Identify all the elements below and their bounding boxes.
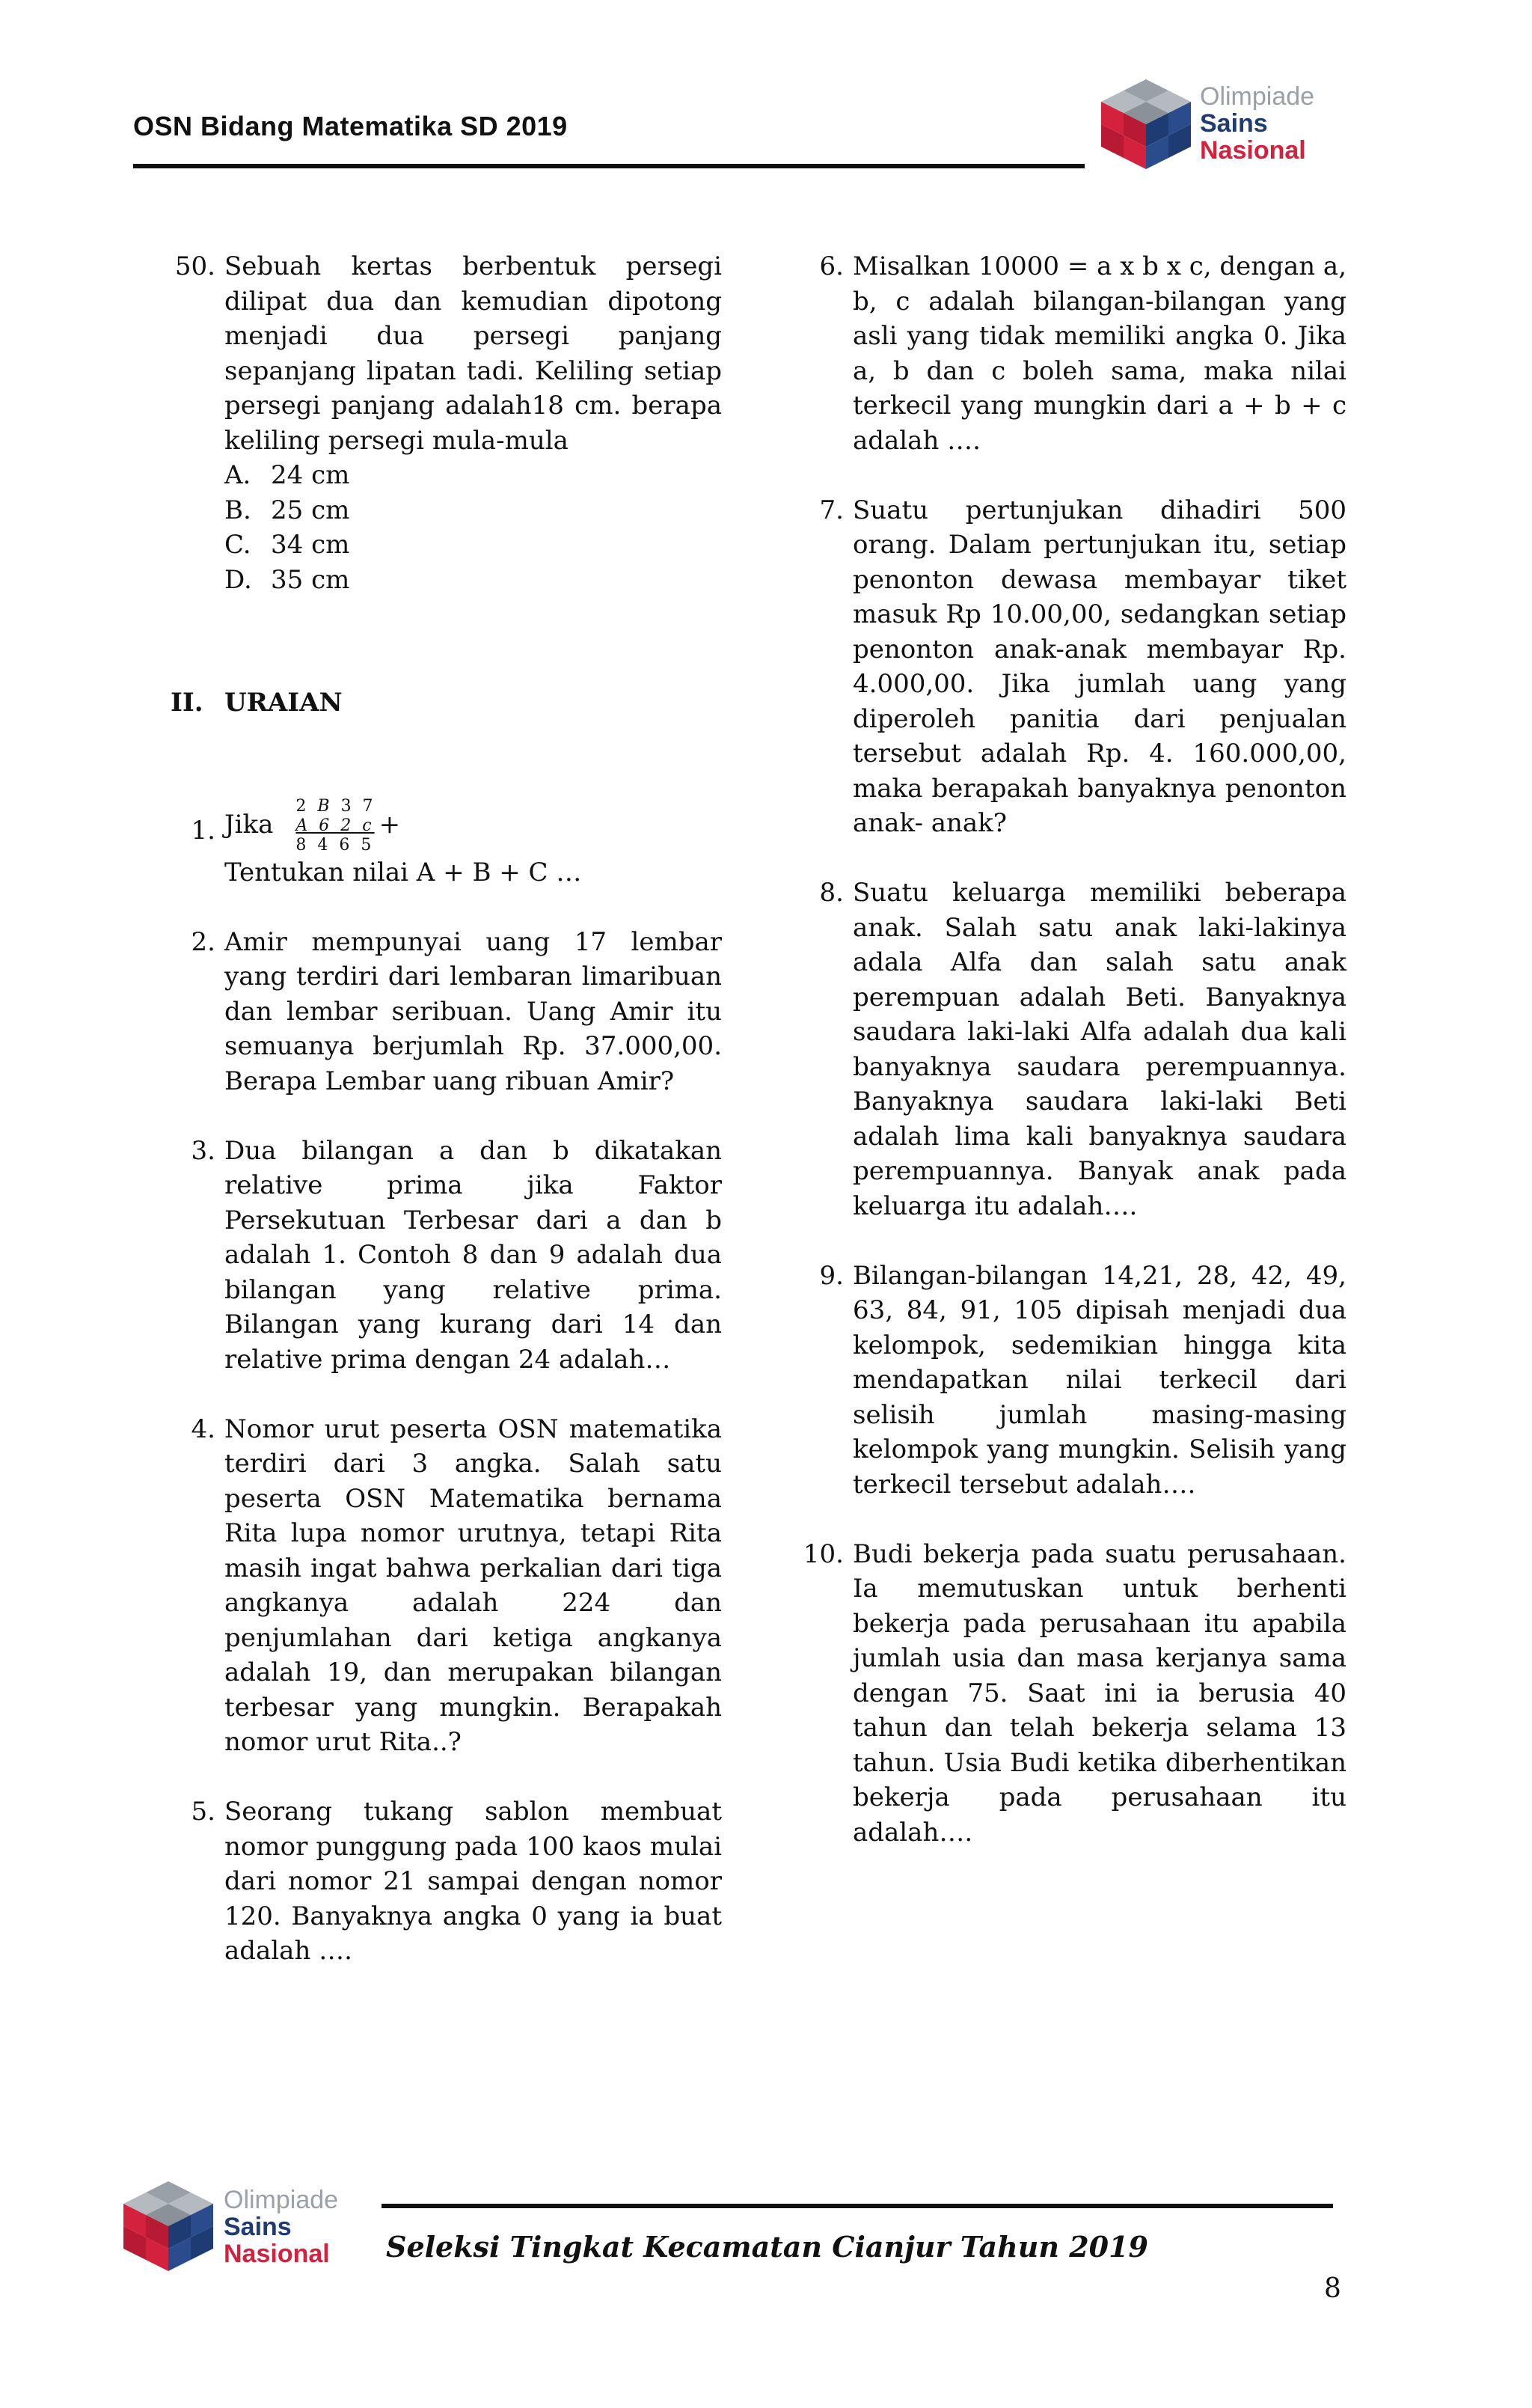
question-7 [819,493,1346,841]
header-rule [133,164,1085,168]
section-title [171,685,722,721]
question-line-1 [224,797,722,855]
question-2 [191,925,722,1099]
question-text: Suatu pertunjukan dihadiri 500 orang. Dalam pertunjukan itu, setiap penonton dewasa membayar tiket masuk Rp 10.00,00, sedangkan setiap penonton anak-anak membayar Rp. 4.000,00. Jika jumlah uang yang diperoleh panitia dari penjualan tersebut adalah Rp. 4. 160.000,00, maka berapakah banyaknya penonton anak- anak? [853,495,1346,838]
question-number: 6. [819,251,844,281]
right-column [803,249,1346,1850]
question-number: 5. [191,1797,215,1827]
cube-logo-icon [1094,72,1198,177]
question-text: Sebuah kertas berbentuk persegi dilipat dua dan kemudian dipotong menjadi dua persegi panjang sepanjang lipatan tadi. Keliling setiap persegi panjang adalah18 cm. berapa keliling persegi mula-mula [224,251,722,456]
question-number: 3. [191,1135,215,1166]
question-number: 4. [191,1414,215,1444]
logo-text-nasional: Nasional [1200,136,1306,165]
header-logo [1094,72,1340,184]
footer-text: Seleksi Tingkat Kecamatan Cianjur Tahun 2019 [386,2230,1148,2264]
question-text: Dua bilangan a dan b dikatakan relative prima jika Faktor Persekutuan Terbesar dari a dan b adalah 1. Contoh 8 dan 9 adalah dua bilangan yang relative prima. Bilangan yang kurang dari 14 dan relative prima dengan 24 adalah… [224,1135,722,1375]
question-number: 50. [174,251,215,281]
question-1 [191,796,722,890]
question-8 [819,876,1346,1223]
header-title: OSN Bidang Matematika SD 2019 [133,111,568,141]
question-number: 7. [819,495,844,525]
addition-puzzle: 2 B 3 7 A 6 2 c 8 4 6 5 [295,796,376,855]
plus-sign: + [379,809,401,840]
section-name: URAIAN [224,688,343,718]
footer-rule [382,2204,1333,2208]
page-number: 8 [1324,2273,1341,2304]
question-50 [174,249,722,597]
footer-logo [116,2174,363,2286]
left-column [171,249,722,1969]
question-number: 9. [819,1260,844,1291]
option-b: B. 25 cm [224,495,350,525]
jika-label: Jika [224,809,274,840]
question-text: Seorang tukang sablon membuat nomor punggung pada 100 kaos mulai dari nomor 21 sampai dengan nomor 120. Banyaknya angka 0 yang ia buat adalah …. [224,1797,722,1966]
logo-text-sains: Sains [1200,109,1268,138]
logo-text-sains: Sains [224,2213,292,2241]
question-number: 1. [191,815,215,846]
question-text: Suatu keluarga memiliki beberapa anak. Salah satu anak laki-lakinya adala Alfa dan salah satu anak perempuan adalah Beti. Banyaknya saudara laki-laki Alfa adalah dua kali banyaknya saudara perempuannya. Banyaknya saudara laki-laki Beti adalah lima kali banyaknya saudara perempuannya. Banyak anak pada keluarga itu adalah…. [853,878,1346,1221]
question-number: 2. [191,926,215,957]
cube-logo-icon [116,2174,221,2279]
question-text: Nomor urut peserta OSN matematika terdiri dari 3 angka. Salah satu peserta OSN Matematika bernama Rita lupa nomor urutnya, tetapi Rita masih ingat bahwa perkalian dari tiga angkanya adalah 224 dan penjumlahan dari ketiga angkanya adalah 19, dan merupakan bilangan terbesar yang mungkin. Berapakah nomor urut Rita..? [224,1414,722,1757]
question-10 [803,1537,1346,1851]
question-text: Misalkan 10000 = a x b x c, dengan a, b, c adalah bilangan-bilangan yang asli yang tidak memiliki angka 0. Jika a, b dan c boleh sama, maka nilai terkecil yang mungkin dari a + b + c adalah …. [853,251,1346,456]
question-6 [819,249,1346,458]
question-5 [191,1794,722,1969]
logo-text-olimpiade: Olimpiade [1200,82,1315,111]
option-a: A. 24 cm [224,460,350,490]
question-line-2: Tentukan nilai A + B + C … [224,857,582,887]
question-3 [191,1134,722,1378]
section-roman: II. [171,688,203,718]
question-text: Amir mempunyai uang 17 lembar yang terdiri dari lembaran limaribuan dan lembar seribuan. Uang Amir itu semuanya berjumlah Rp. 37.000,00. Berapa Lembar uang ribuan Amir? [224,926,722,1096]
question-4 [191,1412,722,1760]
option-d: D. 35 cm [224,564,350,595]
question-9 [819,1259,1346,1503]
question-text: Budi bekerja pada suatu perusahaan. Ia memutuskan untuk berhenti bekerja pada perusahaan itu apabila jumlah usia dan masa kerjanya sama dengan 75. Saat ini ia berusia 40 tahun dan telah bekerja selama 13 tahun. Usia Budi ketika diberhentikan bekerja pada perusahaan itu adalah…. [853,1538,1346,1848]
question-number: 10. [803,1538,844,1569]
question-text: Bilangan-bilangan 14,21, 28, 42, 49, 63, 84, 91, 105 dipisah menjadi dua kelompok, sedemikian hingga kita mendapatkan nilai terkecil dari selisih jumlah masing-masing kelompok yang mungkin. Selisih yang terkecil tersebut adalah…. [853,1260,1346,1500]
logo-text-nasional: Nasional [224,2240,330,2268]
logo-text-olimpiade: Olimpiade [224,2186,339,2214]
question-number: 8. [819,878,844,908]
answer-options [224,458,722,597]
option-c: C. 34 cm [224,530,350,560]
